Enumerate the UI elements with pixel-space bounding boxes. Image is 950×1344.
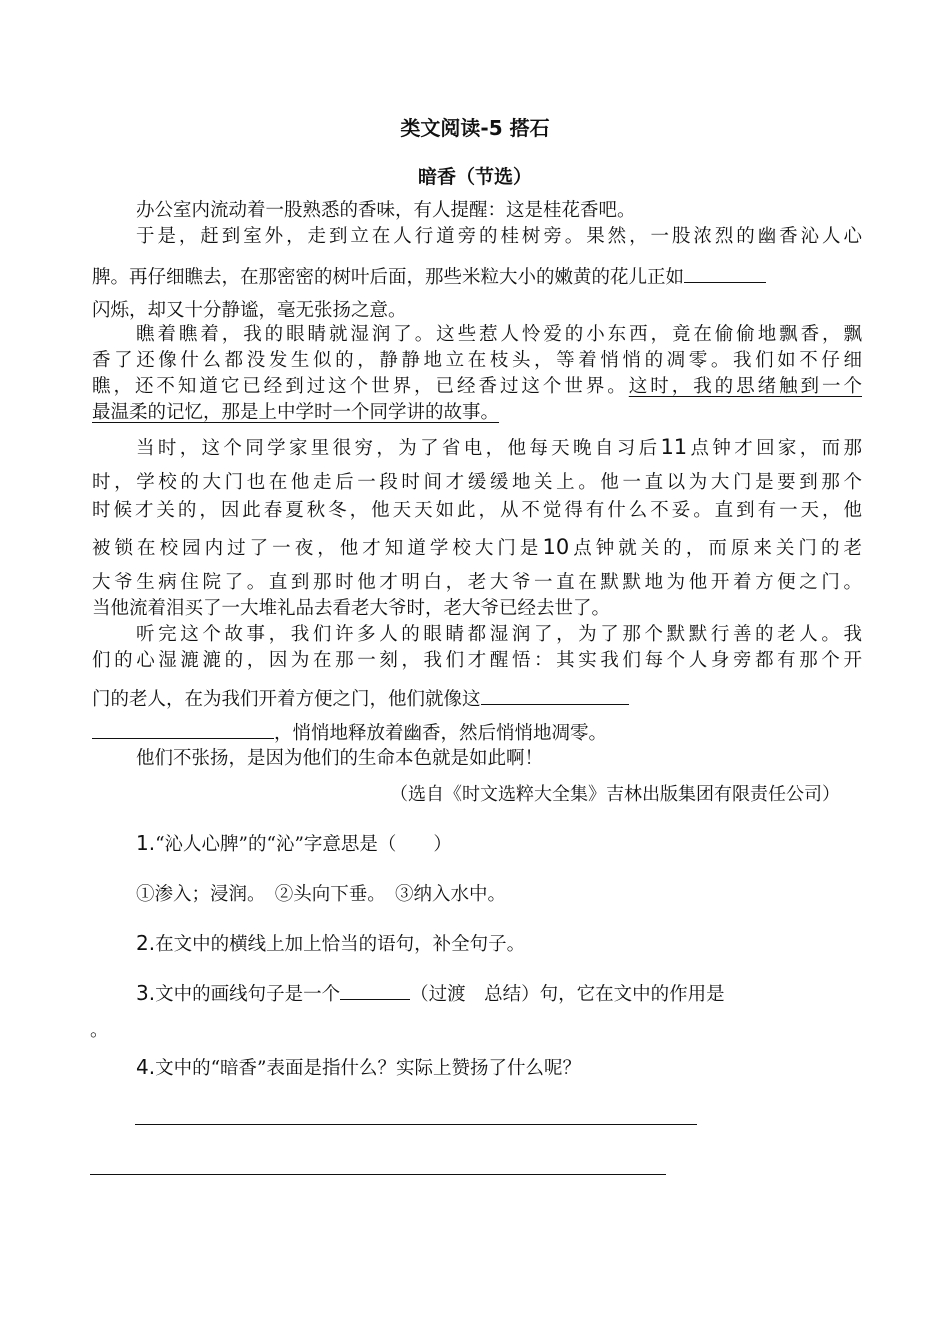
question-number: 2. [136, 931, 156, 955]
number-text: 11 [660, 435, 688, 459]
fill-blank-3[interactable] [92, 720, 274, 739]
passage-text: 被锁在校园内过了一夜，他才知道学校大门是 [92, 538, 543, 559]
question-1-options: ①渗入；浸润。 ②头向下垂。 ③纳入水中。 [136, 884, 507, 905]
passage-line: 香了还像什么都没发生似的，静静地立在枝头，等着悄悄的凋零。我们如不仔细 [92, 350, 862, 371]
fill-blank-1[interactable] [684, 264, 766, 283]
question-text: 文中的“暗香”表面是指什么？实际上赞扬了什么呢？ [155, 1058, 582, 1079]
passage-line: 瞧着瞧着，我的眼睛就湿润了。这些惹人怜爱的小东西，竟在偷偷地飘香，飘 [136, 324, 862, 345]
question-number: 1. [136, 831, 156, 855]
question-number: 3. [136, 981, 156, 1005]
question-text: “沁人心脾”的“沁”字意思是（ ） [155, 834, 452, 855]
number-text: 10 [542, 535, 570, 559]
question-3 [136, 980, 725, 1008]
question-number: 4. [136, 1055, 156, 1079]
passage-line: 办公室内流动着一股熟悉的香味，有人提醒：这是桂花香吧。 [136, 200, 636, 221]
passage-line [92, 264, 862, 291]
passage-line: 大爷生病住院了。直到那时他才明白，老大爷一直在默默地为他开着方便之门。 [92, 572, 862, 593]
passage-title: 暗香（节选） [417, 166, 532, 188]
question-3-end: 。 [90, 1020, 109, 1041]
passage-text: ，悄悄地释放着幽香，然后悄悄地凋零。 [274, 723, 608, 744]
passage-text: 瞧，还不知道它已经到过这个世界，已经香过这个世界。 [92, 376, 629, 397]
answer-line[interactable] [90, 1174, 666, 1175]
document-title: 类文阅读-5 搭石 [400, 116, 550, 140]
question-4 [136, 1054, 581, 1082]
passage-line: 时候才关的，因此春夏秋冬，他天天如此，从不觉得有什么不妥。直到有一天，他 [92, 500, 862, 521]
answer-line[interactable] [135, 1124, 697, 1125]
underlined-sentence: 最温柔的记忆，那是上中学时一个同学讲的故事。 [92, 402, 500, 423]
question-2 [136, 930, 525, 958]
passage-line [92, 374, 862, 400]
passage-text: 门的老人，在为我们开着方便之门，他们就像这 [92, 689, 481, 710]
question-text: （过渡 总结）句，它在文中的作用是 [410, 984, 725, 1005]
passage-text: 点钟才回家，而那 [687, 438, 862, 459]
passage-line [136, 434, 862, 462]
passage-line [92, 686, 862, 713]
passage-line: 时，学校的大门也在他走后一段时间才缓缓地关上。他一直以为大门是要到那个 [92, 472, 862, 493]
passage-text: 当时，这个同学家里很穷，为了省电，他每天晚自习后 [136, 438, 661, 459]
passage-line: 于是，赶到室外，走到立在人行道旁的桂树旁。果然，一股浓烈的幽香沁人心 [136, 226, 862, 247]
passage-line: 闪烁，却又十分静谧，毫无张扬之意。 [92, 300, 407, 321]
passage-line [92, 400, 862, 426]
question-text: 文中的画线句子是一个 [155, 984, 341, 1005]
passage-text: 脾。再仔细瞧去，在那密密的树叶后面，那些米粒大小的嫩黄的花儿正如 [92, 267, 685, 288]
passage-line: 他们不张扬，是因为他们的生命本色就是如此啊！ [136, 748, 544, 769]
underlined-sentence: 这时，我的思绪触到一个 [628, 376, 862, 397]
fill-blank-2[interactable] [481, 686, 629, 705]
passage-text: 点钟就关的，而原来关门的老 [569, 538, 862, 559]
question-1 [136, 830, 452, 858]
passage-line: 听完这个故事，我们许多人的眼睛都湿润了，为了那个默默行善的老人。我 [136, 624, 862, 645]
passage-line [92, 720, 862, 747]
passage-line [92, 534, 862, 562]
question-text: 在文中的横线上加上恰当的语句，补全句子。 [155, 934, 526, 955]
passage-source: （选自《时文选粹大全集》吉林出版集团有限责任公司） [390, 784, 840, 805]
passage-line: 当他流着泪买了一大堆礼品去看老大爷时，老大爷已经去世了。 [92, 598, 611, 619]
passage-line: 们的心湿漉漉的，因为在那一刻，我们才醒悟：其实我们每个人身旁都有那个开 [92, 650, 862, 671]
fill-blank-4[interactable] [340, 981, 410, 1000]
